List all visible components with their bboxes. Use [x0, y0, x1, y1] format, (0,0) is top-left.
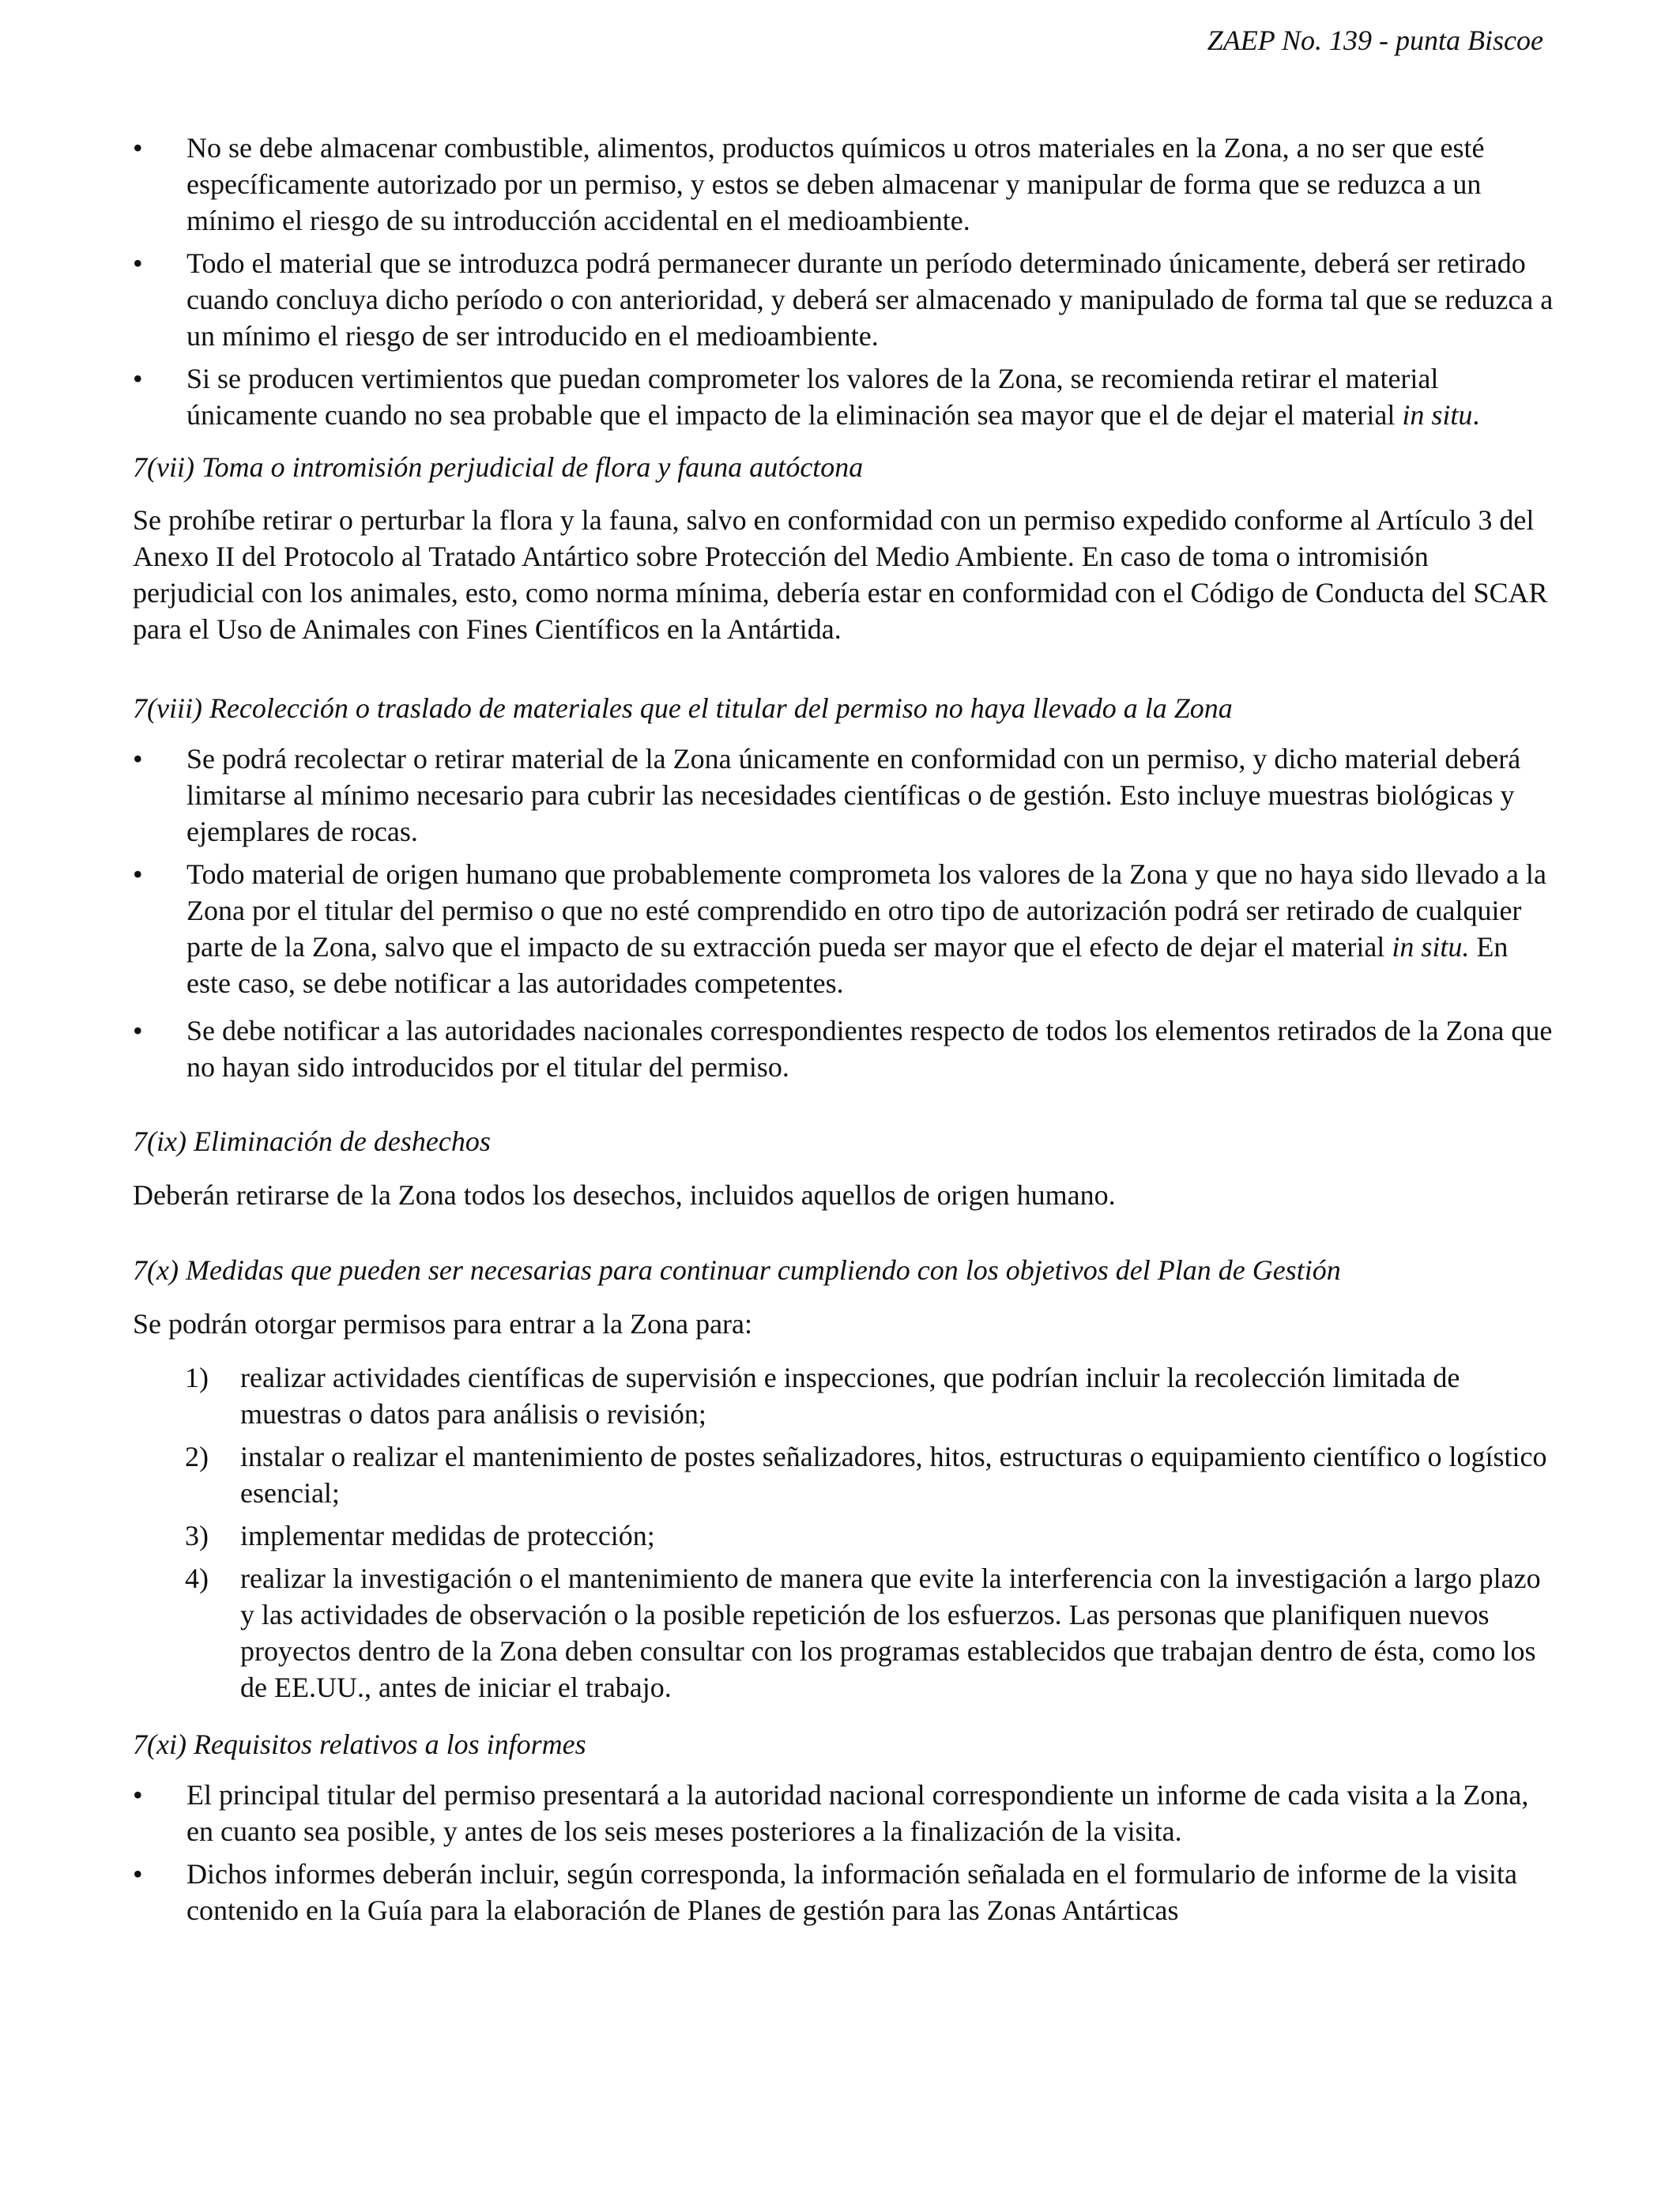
numbered-item — [185, 1359, 1555, 1432]
list-item-text: Se debe notificar a las autoridades nacionales correspondientes respecto de todos los elementos retirados de la Zona que no hayan sido introducidos por el titular del permiso. — [186, 1015, 1553, 1083]
bullet-icon: • — [133, 132, 143, 164]
list-item-text: No se debe almacenar combustible, alimentos, productos químicos u otros materiales en la Zona, a no ser que esté específicamente autorizado por un permiso, y estos se deben almacenar y manipular de forma que se reduzca a un mínimo el riesgo de su introducción accidental en el medioambiente. — [186, 132, 1485, 236]
bullet-icon: • — [133, 1779, 143, 1811]
section-heading-viii: 7(viii) Recolección o traslado de materiales que el titular del permiso no haya llevado a la Zona — [133, 692, 1233, 724]
italic-term: in situ. — [1392, 931, 1470, 963]
bullet-icon: • — [133, 1858, 143, 1890]
bullet-icon: • — [133, 363, 143, 394]
bullet-icon: • — [133, 1015, 143, 1046]
list-item-text: El principal titular del permiso presentará a la autoridad nacional correspondiente un informe de cada visita a la Zona, en cuanto sea posible, y antes de los seis meses posteriores a la finalización de la visita. — [186, 1779, 1529, 1847]
list-item-text-tail: En este caso, se debe notificar a las autoridades competentes. — [186, 931, 1509, 999]
bullet-icon: • — [133, 858, 143, 890]
numbered-item-text: instalar o realizar el mantenimiento de postes señalizadores, hitos, estructuras o equipamiento científico o logístico esencial; — [240, 1441, 1547, 1509]
list-item-text: Dichos informes deberán incluir, según corresponda, la información señalada en el formulario de informe de la visita contenido en la Guía para la elaboración de Planes de gestión para las Zonas Antárticas — [186, 1858, 1517, 1926]
bullet-icon: • — [133, 247, 143, 279]
list-item — [133, 856, 1555, 1001]
section-heading-xi: 7(xi) Requisitos relativos a los informes — [133, 1728, 586, 1760]
item-number: 3) — [185, 1520, 209, 1551]
bullet-icon: • — [133, 743, 143, 775]
section-heading-vii: 7(vii) Toma o intromisión perjudicial de flora y fauna autóctona — [133, 451, 864, 483]
section-xi-bullet-list — [133, 1777, 1555, 1928]
numbered-item-text: implementar medidas de protección; — [240, 1520, 655, 1551]
intro-bullet-list — [133, 130, 1555, 433]
list-item-text: Todo el material que se introduzca podrá permanecer durante un período determinado únicamente, deberá ser retirado cuando concluya dicho período o con anterioridad, y deberá ser almacenado y manipulado de forma tal que se reduzca a un mínimo el riesgo de ser introducido en el medioambiente. — [186, 247, 1554, 352]
list-item-text-tail: . — [1472, 399, 1480, 431]
running-header: ZAEP No. 139 - punta Biscoe — [1207, 25, 1543, 56]
item-number: 2) — [185, 1441, 209, 1472]
italic-term: in situ — [1402, 399, 1473, 431]
section-vii-paragraph: Se prohíbe retirar o perturbar la flora y la fauna, salvo en conformidad con un permiso expedido conforme al Artículo 3 del Anexo II del Protocolo al Tratado Antártico sobre Protección del Medio Ambiente. En caso de toma o intromisión perjudicial con los animales, esto, como norma mínima, debería estar en conformidad con el Código de Conducta del SCAR para el Uso de Animales con Fines Científicos en la Antártida. — [133, 504, 1548, 645]
list-item-text: Si se producen vertimientos que puedan comprometer los valores de la Zona, se recomienda retirar el material únicamente cuando no sea probable que el impacto de la eliminación sea mayor que el de dejar el material — [186, 363, 1439, 431]
list-item-text: Todo material de origen humano que probablemente comprometa los valores de la Zona y que no haya sido llevado a la Zona por el titular del permiso o que no esté comprendido en otro tipo de autorización podrá ser retirado de cualquier parte de la Zona, salvo que el impacto de su extracción pueda ser mayor que el efecto de dejar el material — [186, 858, 1546, 963]
list-item — [133, 1012, 1555, 1085]
list-item — [133, 245, 1555, 354]
numbered-item-text: realizar actividades científicas de supervisión e inspecciones, que podrían incluir la recolección limitada de muestras o datos para análisis o revisión; — [240, 1362, 1460, 1430]
list-item — [133, 130, 1555, 239]
list-item — [133, 1856, 1555, 1928]
numbered-item — [185, 1517, 1555, 1554]
list-item — [133, 741, 1555, 850]
list-item — [133, 1777, 1555, 1849]
section-x-numbered-list — [133, 1359, 1555, 1706]
numbered-item — [185, 1560, 1555, 1706]
document-body — [133, 130, 1555, 1935]
item-number: 4) — [185, 1563, 209, 1594]
list-item — [133, 360, 1555, 433]
section-heading-ix: 7(ix) Eliminación de deshechos — [133, 1125, 491, 1157]
item-number: 1) — [185, 1362, 209, 1393]
numbered-item-text: realizar la investigación o el mantenimiento de manera que evite la interferencia con la investigación a largo plazo y las actividades de observación o la posible repetición de los esfuerzos. Las personas que planifiquen nuevos proyectos dentro de la Zona deben consultar con los programas establecidos que trabajan dentro de ésta, como los de EE.UU., antes de iniciar el trabajo. — [240, 1563, 1541, 1703]
list-item-text: Se podrá recolectar o retirar material de la Zona únicamente en conformidad con un permiso, y dicho material deberá limitarse al mínimo necesario para cubrir las necesidades científicas o de gestión. Esto incluye muestras biológicas y ejemplares de rocas. — [186, 743, 1521, 847]
section-heading-x: 7(x) Medidas que pueden ser necesarias para continuar cumpliendo con los objetivos del Plan de Gestión — [133, 1254, 1341, 1286]
numbered-item — [185, 1438, 1555, 1511]
section-ix-paragraph: Deberán retirarse de la Zona todos los desechos, incluidos aquellos de origen humano. — [133, 1179, 1116, 1211]
section-x-intro: Se podrán otorgar permisos para entrar a la Zona para: — [133, 1308, 753, 1340]
section-viii-bullet-list — [133, 741, 1555, 1085]
